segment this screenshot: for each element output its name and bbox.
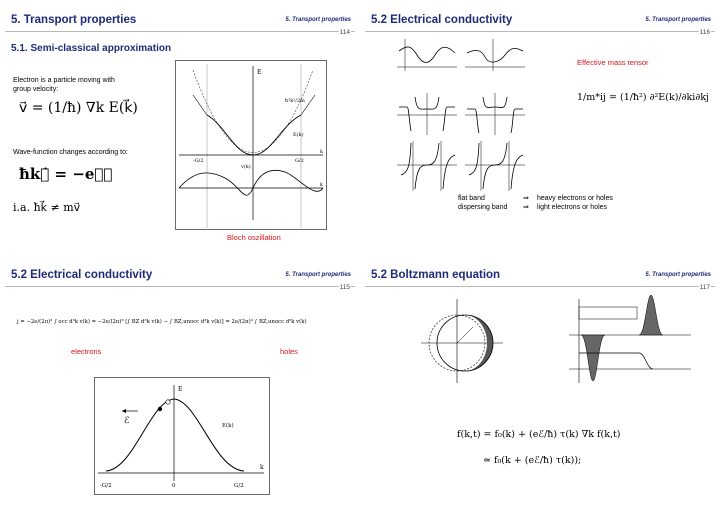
- slide-subhead: 5. Transport properties: [645, 17, 711, 23]
- slide-title: 5.2 Electrical conductivity: [11, 269, 153, 281]
- dispersing-band-label: dispersing band: [458, 204, 508, 211]
- plot-label-zero: 0: [172, 483, 176, 489]
- fermi-sphere-diagram: [417, 297, 505, 385]
- slide-116: [365, 8, 715, 253]
- slide-subhead: 5. Transport properties: [645, 272, 711, 278]
- slide-subhead: 5. Transport properties: [285, 272, 351, 278]
- flat-band-arrow: ⇒: [523, 195, 529, 202]
- plot-label-k: k: [260, 464, 264, 471]
- holes-label: holes: [280, 347, 298, 356]
- slide-subhead: 5. Transport properties: [285, 17, 351, 23]
- slide-114: [5, 8, 355, 253]
- bloch-caption: Bloch oszillation: [227, 233, 281, 242]
- dispersing-band-desc: light electrons or holes: [537, 204, 608, 211]
- slide-title: 5.2 Electrical conductivity: [371, 14, 513, 26]
- hole-dot: [166, 400, 170, 404]
- slide-117: [365, 263, 715, 508]
- plot-label-eps: ℰ: [124, 416, 130, 426]
- title-rule: [5, 286, 355, 287]
- plot-label-E: E: [178, 386, 183, 393]
- dispersing-band-arrow: ⇒: [523, 204, 529, 211]
- plot-label-k1: k: [320, 149, 324, 155]
- current-equation: j = −2e/(2π)³ ∫ occ d³k v(k) = −2e/(2π)³ [∫ BZ d³k v(k) − ∫ BZ,unocc d³k v(k)] = 2e/(2π)³ ∫ BZ,unocc d³k v(k): [17, 319, 307, 325]
- slide-115: [5, 263, 355, 508]
- ia-equation: i.a. ħk⃗ ≠ mv⃗: [13, 201, 81, 214]
- page-number: 114: [339, 29, 350, 36]
- page-number: 116: [699, 29, 710, 36]
- plot-label-parabola: ħ²k²/2m: [285, 98, 305, 104]
- title-rule: [365, 31, 715, 32]
- electron-dot: [158, 407, 162, 411]
- bloch-plot: [175, 60, 327, 230]
- effective-mass-caption: Effective mass tensor: [577, 58, 649, 67]
- electrons-label: electrons: [71, 347, 102, 356]
- plot-label-left: -G/2: [100, 483, 112, 489]
- section-heading: 5.1. Semi-classical approximation: [11, 43, 172, 54]
- band-curvature-plots: [395, 35, 527, 193]
- boltzmann-equation-1: f(k,t) = f₀(k) + (eℰ/ħ) τ(k) ∇k f(k,t): [457, 429, 621, 440]
- title-rule: [5, 31, 355, 32]
- text-line-group-velocity: group velocity:: [13, 86, 59, 93]
- plot-label-Ek: E(k): [222, 423, 234, 429]
- effective-mass-equation: 1/m*ij = (1/ħ²) ∂²E(k)/∂ki∂kj: [577, 92, 709, 103]
- plot-label-Ek: E(k): [293, 132, 304, 138]
- distribution-diagram: [567, 295, 693, 387]
- plot-label-k2: k: [320, 182, 324, 188]
- slide-title: 5. Transport properties: [11, 14, 137, 26]
- plot-label-vk: v(k): [241, 164, 251, 170]
- velocity-equation: v⃗ = (1/ħ) ∇k E(k⃗): [19, 100, 138, 116]
- plot-label-E: E: [257, 69, 262, 76]
- plot-label-right: G/2: [234, 483, 244, 489]
- slide-title: 5.2 Boltzmann equation: [371, 269, 501, 281]
- text-line-particle: Electron is a particle moving with: [13, 77, 115, 84]
- title-rule: [365, 286, 715, 287]
- plot-label-right: G/2: [295, 158, 304, 164]
- boltzmann-equation-2: ≃ f₀(k + (eℰ/ħ) τ(k));: [483, 455, 582, 466]
- band-plot: [94, 377, 270, 495]
- text-line-wavefunction: Wave-function changes according to:: [13, 149, 128, 156]
- force-equation: ħk⃗̇ = −eℰ⃗: [19, 165, 113, 183]
- plot-label-left: -G/2: [193, 158, 204, 164]
- page-number: 115: [339, 284, 350, 291]
- flat-band-desc: heavy electrons or holes: [537, 195, 613, 202]
- page-number: 117: [699, 284, 710, 291]
- flat-band-label: flat band: [458, 195, 485, 202]
